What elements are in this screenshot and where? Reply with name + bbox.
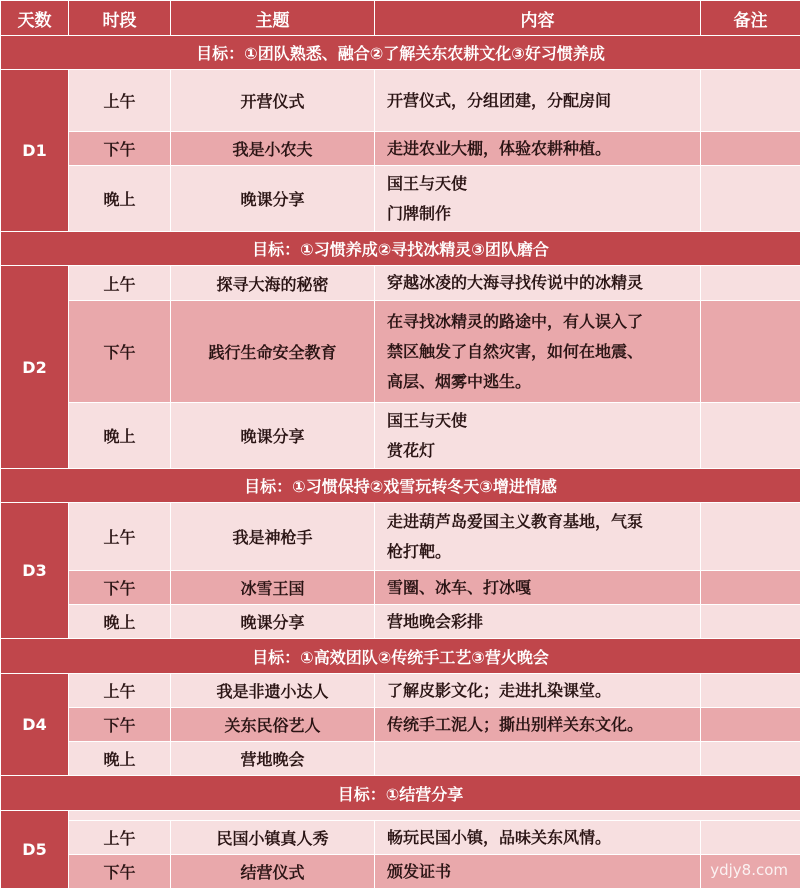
time-cell: 晚上 [69, 605, 171, 639]
topic-cell: 我是小农夫 [171, 132, 375, 166]
topic-cell: 民国小镇真人秀 [171, 821, 375, 855]
goal-row-d2 [1, 232, 800, 266]
time-cell: 下午 [69, 301, 171, 403]
table-row [1, 70, 800, 132]
table-row [1, 708, 800, 742]
table-row [1, 674, 800, 708]
table-row [1, 571, 800, 605]
time-cell: 上午 [69, 503, 171, 571]
content-cell [375, 70, 701, 132]
content-cell [375, 571, 701, 605]
content-line: 畅玩民国小镇，品味关东风情。 [387, 827, 612, 847]
content-line: 国王与天使 [387, 173, 468, 193]
header-note: 备注 [701, 1, 800, 36]
note-cell [701, 503, 800, 571]
goal-row-d4 [1, 639, 800, 674]
content-cell [375, 301, 701, 403]
content-line: 在寻找冰精灵的路途中，有人误入了 [387, 311, 644, 331]
time-cell: 晚上 [69, 742, 171, 776]
time-cell: 下午 [69, 708, 171, 742]
day-label: D3 [1, 503, 69, 639]
day-label: D4 [1, 674, 69, 776]
time-cell: 下午 [69, 571, 171, 605]
content-cell [375, 742, 701, 776]
table-row [1, 166, 800, 232]
topic-cell: 我是非遗小达人 [171, 674, 375, 708]
content-line: 赏花灯 [387, 440, 436, 460]
goal-text: 目标：①团队熟悉、融合②了解关东农耕文化③好习惯养成 [1, 36, 800, 70]
time-cell: 晚上 [69, 166, 171, 232]
content-line: 雪圈、冰车、打冰嘎 [387, 577, 532, 597]
content-line: 颁发证书 [387, 861, 452, 881]
header-topic: 主题 [171, 1, 375, 36]
content-line: 国王与天使 [387, 410, 468, 430]
table-row [1, 821, 800, 855]
table-row [1, 855, 800, 889]
topic-cell: 晚课分享 [171, 605, 375, 639]
note-cell [701, 571, 800, 605]
day-label: D2 [1, 266, 69, 469]
content-line: 了解皮影文化；走进扎染课堂。 [387, 680, 612, 700]
note-cell [701, 70, 800, 132]
content-line: 开营仪式，分组团建，分配房间 [387, 90, 612, 110]
note-cell [701, 403, 800, 469]
content-cell [375, 403, 701, 469]
topic-cell: 探寻大海的秘密 [171, 266, 375, 301]
time-cell: 晚上 [69, 403, 171, 469]
content-cell [375, 708, 701, 742]
time-cell: 上午 [69, 70, 171, 132]
content-line: 走进葫芦岛爱国主义教育基地，气泵 [387, 511, 644, 531]
note-cell [701, 301, 800, 403]
note-cell [701, 674, 800, 708]
time-cell: 上午 [69, 266, 171, 301]
table-row [1, 605, 800, 639]
day-label: D1 [1, 70, 69, 232]
topic-cell: 践行生命安全教育 [171, 301, 375, 403]
table-row [1, 132, 800, 166]
spacer-row [1, 811, 800, 821]
time-cell: 下午 [69, 855, 171, 889]
content-cell [375, 674, 701, 708]
topic-cell: 冰雪王国 [171, 571, 375, 605]
content-cell [375, 266, 701, 301]
time-cell: 上午 [69, 674, 171, 708]
content-line: 高层、烟雾中逃生。 [387, 371, 532, 391]
content-line: 穿越冰凌的大海寻找传说中的冰精灵 [387, 273, 644, 292]
header-time: 时段 [69, 1, 171, 36]
table-row [1, 742, 800, 776]
goal-text: 目标：①习惯养成②寻找冰精灵③团队磨合 [1, 232, 800, 266]
content-cell [375, 605, 701, 639]
content-line: 传统手工泥人；撕出别样关东文化。 [387, 714, 644, 734]
table-row [1, 403, 800, 469]
content-line: 门牌制作 [387, 203, 452, 223]
goal-row-d3 [1, 469, 800, 503]
content-cell [375, 821, 701, 855]
header-day: 天数 [1, 1, 69, 36]
goal-row-d1 [1, 36, 800, 70]
watermark-text: ydjy8.com [710, 861, 788, 879]
goal-text: 目标：①高效团队②传统手工艺③营火晚会 [1, 639, 800, 674]
time-cell: 下午 [69, 132, 171, 166]
topic-cell: 营地晚会 [171, 742, 375, 776]
content-cell [375, 132, 701, 166]
content-cell [375, 503, 701, 571]
note-cell [701, 605, 800, 639]
goal-text: 目标：①结营分享 [1, 776, 800, 811]
header-content: 内容 [375, 1, 701, 36]
content-line: 枪打靶。 [387, 541, 452, 561]
content-cell [375, 166, 701, 232]
goal-text: 目标：①习惯保持②戏雪玩转冬天③增进情感 [1, 469, 800, 503]
content-line: 禁区触发了自然灾害，如何在地震、 [387, 341, 644, 361]
topic-cell: 晚课分享 [171, 403, 375, 469]
topic-cell: 关东民俗艺人 [171, 708, 375, 742]
topic-cell: 结营仪式 [171, 855, 375, 889]
topic-cell: 开营仪式 [171, 70, 375, 132]
header-row [1, 1, 800, 36]
content-line: 走进农业大棚，体验农耕种植。 [387, 138, 612, 158]
note-cell [701, 708, 800, 742]
goal-row-d5 [1, 776, 800, 811]
content-cell [375, 855, 701, 889]
note-cell [701, 166, 800, 232]
note-cell [701, 821, 800, 855]
time-cell: 上午 [69, 821, 171, 855]
day-label: D5 [1, 811, 69, 889]
content-line: 营地晚会彩排 [387, 611, 484, 631]
topic-cell: 我是神枪手 [171, 503, 375, 571]
spacer-cell [69, 811, 800, 821]
table-row [1, 503, 800, 571]
note-cell [701, 132, 800, 166]
note-cell [701, 266, 800, 301]
table-row [1, 301, 800, 403]
table-row [1, 266, 800, 301]
topic-cell: 晚课分享 [171, 166, 375, 232]
note-cell [701, 742, 800, 776]
